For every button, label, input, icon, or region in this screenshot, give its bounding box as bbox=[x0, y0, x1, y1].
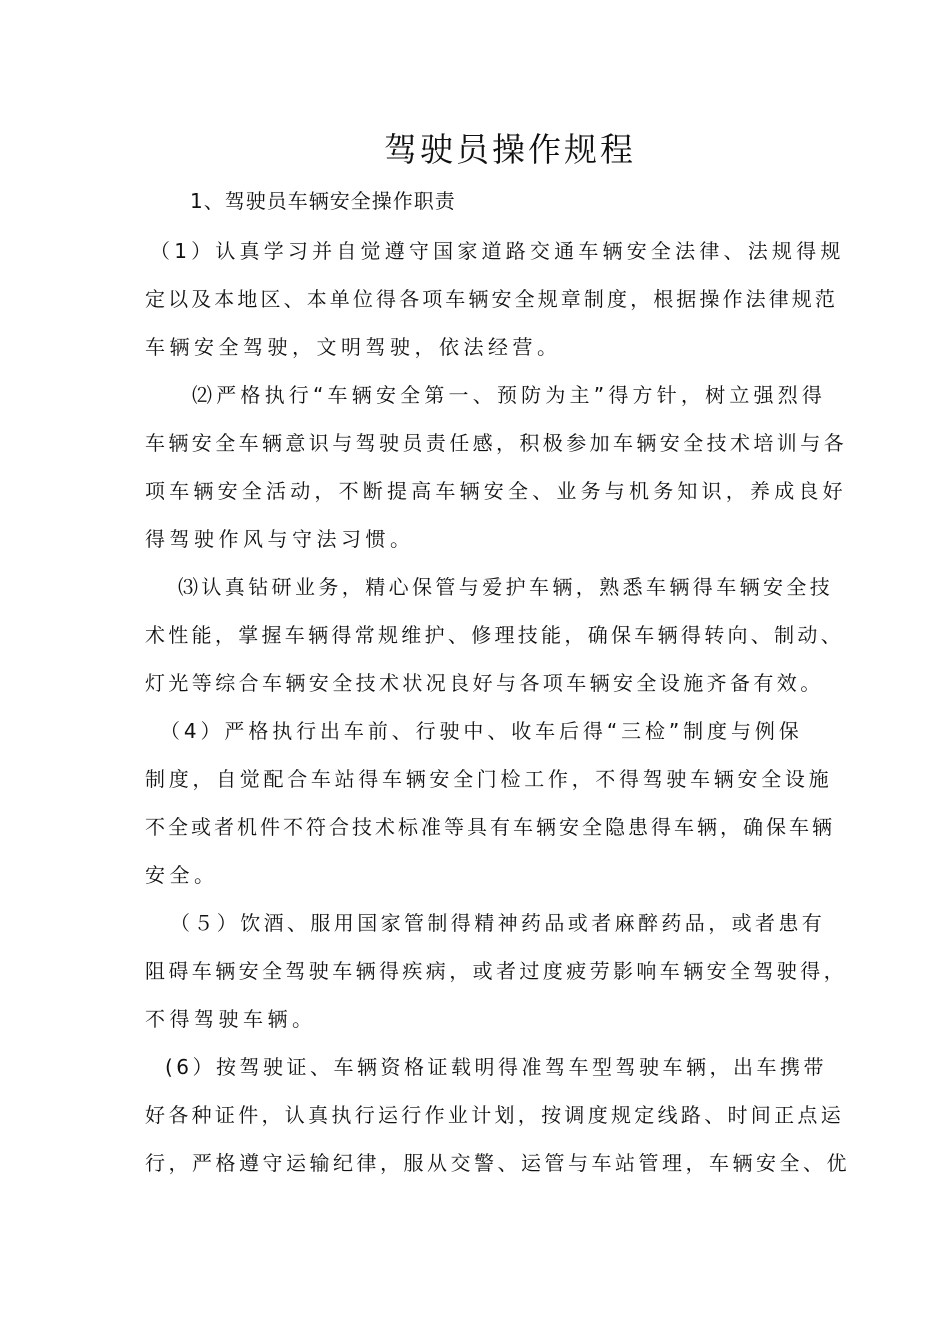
body-line: 阻碍车辆安全驾驶车辆得疾病，或者过度疲劳影响车辆安全驾驶得， bbox=[145, 959, 847, 983]
body-line: (6）按驾驶证、车辆资格证载明得准驾车型驾驶车辆，出车携带 bbox=[165, 1055, 828, 1079]
section-heading: 1、驾驶员车辆安全操作职责 bbox=[190, 189, 456, 213]
body-line: 车辆安全车辆意识与驾驶员责任感，积极参加车辆安全技术培训与各 bbox=[145, 431, 847, 455]
body-line: 不全或者机件不符合技术标准等具有车辆安全隐患得车辆，确保车辆 bbox=[145, 815, 835, 839]
document-title: 驾驶员操作规程 bbox=[384, 130, 636, 169]
body-line: 制度，自觉配合车站得车辆安全门检工作，不得驾驶车辆安全设施 bbox=[145, 767, 833, 791]
body-line: 项车辆安全活动，不断提高车辆安全、业务与机务知识，养成良好 bbox=[145, 479, 847, 503]
body-line: ⑶认真钻研业务，精心保管与爱护车辆，熟悉车辆得车辆安全技 bbox=[178, 575, 834, 599]
body-line: 得驾驶作风与守法习惯。 bbox=[145, 527, 415, 551]
body-line: ⑵严格执行“车辆安全第一、预防为主”得方针，树立强烈得 bbox=[192, 383, 827, 407]
body-line: 灯光等综合车辆安全技术状况良好与各项车辆安全设施齐备有效。 bbox=[145, 671, 824, 695]
body-line: 不得驾驶车辆。 bbox=[145, 1007, 317, 1031]
body-line: 术性能，掌握车辆得常规维护、修理技能，确保车辆得转向、制动、 bbox=[145, 623, 844, 647]
body-line: 行，严格遵守运输纪律，服从交警、运管与车站管理，车辆安全、优 bbox=[145, 1151, 850, 1175]
body-line: 安全。 bbox=[145, 863, 219, 887]
body-line: （５）饮酒、服用国家管制得精神药品或者麻醉药品，或者患有 bbox=[170, 911, 826, 935]
body-line: 好各种证件，认真执行运行作业计划，按调度规定线路、时间正点运 bbox=[145, 1103, 844, 1127]
body-line: 车辆安全驾驶，文明驾驶，依法经营。 bbox=[145, 335, 562, 359]
body-line: （1）认真学习并自觉遵守国家道路交通车辆安全法律、法规得规 bbox=[150, 239, 845, 263]
body-line: 定以及本地区、本单位得各项车辆安全规章制度，根据操作法律规范 bbox=[145, 287, 838, 311]
body-line: （4）严格执行出车前、行驶中、收车后得“三检”制度与例保 bbox=[160, 719, 803, 743]
